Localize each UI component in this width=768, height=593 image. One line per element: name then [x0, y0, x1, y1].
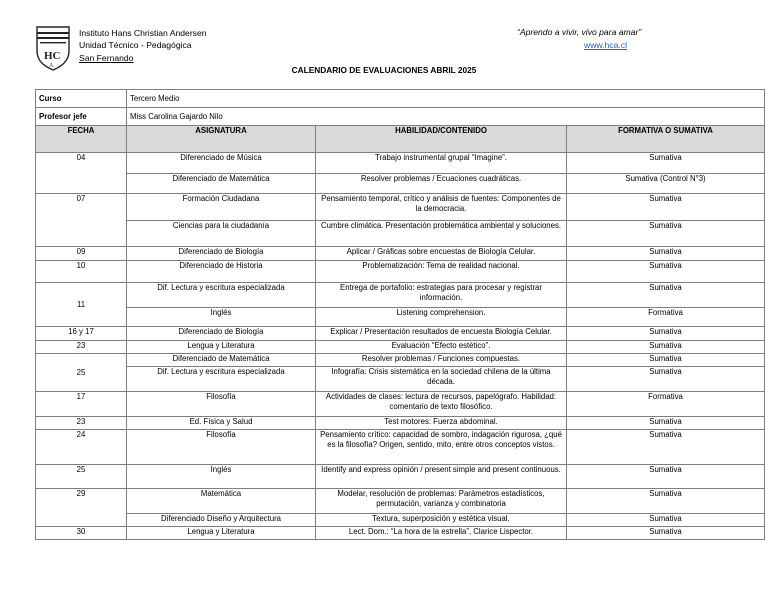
- tipo-cell: Sumativa: [567, 283, 765, 308]
- fecha-cell: 25: [36, 465, 127, 489]
- tipo-cell: Sumativa: [567, 354, 765, 367]
- contenido-cell: Cumbre climática. Presentación problemática ambiental y soluciones.: [316, 221, 567, 247]
- tipo-cell: Sumativa (Control N°3): [567, 174, 765, 194]
- table-row: [36, 489, 765, 514]
- asignatura-cell: Diferenciado de Matemática: [127, 354, 316, 367]
- fecha-cell: 17: [36, 392, 127, 417]
- city-link[interactable]: San Fernando: [79, 52, 134, 63]
- contenido-cell: Entrega de portafolio: estrategias para procesar y registrar información.: [316, 283, 567, 308]
- fecha-cell: 23: [36, 341, 127, 354]
- website-link[interactable]: www.hca.cl: [584, 40, 627, 50]
- asignatura-cell: Filosofía: [127, 392, 316, 417]
- profesor-value: Miss Carolina Gajardo Nilo: [127, 108, 765, 126]
- contenido-cell: Trabajo instrumental grupal “Imagine”.: [316, 153, 567, 174]
- column-header-row: [36, 126, 765, 153]
- table-row: [36, 261, 765, 283]
- asignatura-cell: Diferenciado de Biología: [127, 247, 316, 261]
- fecha-cell: 07: [36, 194, 127, 247]
- asignatura-cell: Inglés: [127, 308, 316, 327]
- table-row: [36, 465, 765, 489]
- asignatura-cell: Dif. Lectura y escritura especializada: [127, 283, 316, 308]
- tipo-cell: Sumativa: [567, 221, 765, 247]
- curso-value: Tercero Medio: [127, 90, 765, 108]
- contenido-cell: Test motores: Fuerza abdominal.: [316, 417, 567, 430]
- tipo-cell: Sumativa: [567, 247, 765, 261]
- tipo-cell: Sumativa: [567, 514, 765, 527]
- tipo-cell: Sumativa: [567, 417, 765, 430]
- header-institution-block: [79, 27, 207, 64]
- fecha-cell: 23: [36, 417, 127, 430]
- contenido-cell: Resolver problemas / Funciones compuestas.: [316, 354, 567, 367]
- profesor-row: [36, 108, 765, 126]
- asignatura-cell: Lengua y Literatura: [127, 341, 316, 354]
- table-row: [36, 247, 765, 261]
- fecha-cell: 30: [36, 527, 127, 540]
- document-title: CALENDARIO DE EVALUACIONES ABRIL 2025: [291, 65, 477, 75]
- fecha-cell: 10: [36, 261, 127, 283]
- unit-name: Unidad Técnico - Pedagógica: [79, 40, 192, 51]
- fecha-cell: 29: [36, 489, 127, 527]
- asignatura-cell: Ciencias para la ciudadanía: [127, 221, 316, 247]
- curso-label: Curso: [36, 90, 127, 108]
- asignatura-cell: Inglés: [127, 465, 316, 489]
- tipo-cell: Sumativa: [567, 489, 765, 514]
- fecha-cell: 11: [36, 283, 127, 327]
- col-header-fecha: FECHA: [36, 126, 127, 153]
- tipo-cell: Sumativa: [567, 153, 765, 174]
- evaluation-calendar-table: [35, 89, 765, 540]
- table-row: [36, 417, 765, 430]
- tipo-cell: Sumativa: [567, 194, 765, 221]
- contenido-cell: Textura, superposición y estética visual.: [316, 514, 567, 527]
- asignatura-cell: Filosofía: [127, 430, 316, 465]
- tipo-cell: Sumativa: [567, 261, 765, 283]
- table-row: [36, 367, 765, 392]
- svg-text:A: A: [49, 63, 54, 69]
- col-header-asignatura: ASIGNATURA: [127, 126, 316, 153]
- tipo-cell: Sumativa: [567, 341, 765, 354]
- table-row: [36, 174, 765, 194]
- table-row: [36, 153, 765, 174]
- asignatura-cell: Formación Ciudadana: [127, 194, 316, 221]
- contenido-cell: Aplicar / Gráficas sobre encuestas de Biología Celular.: [316, 247, 567, 261]
- tipo-cell: Formativa: [567, 392, 765, 417]
- contenido-cell: Pensamiento crítico: capacidad de sombro, indagación rigurosa, ¿qué es la filosofía? Origen, sentido, mito, entre otros conceptos vistos.: [316, 430, 567, 465]
- school-motto: “Aprendo a vivir, vivo para amar”: [517, 27, 642, 37]
- profesor-label: Profesor jefe: [36, 108, 127, 126]
- table-row: [36, 392, 765, 417]
- contenido-cell: Lect. Dom.: “La hora de la estrella”, Clarice Lispector.: [316, 527, 567, 540]
- col-header-tipo: FORMATIVA O SUMATIVA: [567, 126, 765, 153]
- tipo-cell: Formativa: [567, 308, 765, 327]
- fecha-cell: 25: [36, 354, 127, 392]
- table-row: [36, 514, 765, 527]
- fecha-cell: 09: [36, 247, 127, 261]
- col-header-contenido: HABILIDAD/CONTENIDO: [316, 126, 567, 153]
- table-row: [36, 221, 765, 247]
- tipo-cell: Sumativa: [567, 327, 765, 341]
- svg-text:HC: HC: [44, 50, 61, 62]
- table-row: [36, 194, 765, 221]
- table-row: [36, 527, 765, 540]
- institution-name: Instituto Hans Christian Andersen: [79, 28, 207, 38]
- asignatura-cell: Ed. Física y Salud: [127, 417, 316, 430]
- asignatura-cell: Diferenciado Diseño y Arquitectura: [127, 514, 316, 527]
- table-row: [36, 308, 765, 327]
- asignatura-cell: Diferenciado de Música: [127, 153, 316, 174]
- contenido-cell: Infografía: Crisis sistemática en la sociedad chilena de la última década.: [316, 367, 567, 392]
- contenido-cell: Actividades de clases: lectura de recursos, papelógrafo. Habilidad: comentario de texto filosófico.: [316, 392, 567, 417]
- fecha-cell: 16 y 17: [36, 327, 127, 341]
- tipo-cell: Sumativa: [567, 367, 765, 392]
- asignatura-cell: Matemática: [127, 489, 316, 514]
- contenido-cell: Listening comprehension.: [316, 308, 567, 327]
- table-row: [36, 283, 765, 308]
- asignatura-cell: Dif. Lectura y escritura especializada: [127, 367, 316, 392]
- contenido-cell: Resolver problemas / Ecuaciones cuadráticas.: [316, 174, 567, 194]
- table-row: [36, 341, 765, 354]
- contenido-cell: Evaluación “Efecto estético”.: [316, 341, 567, 354]
- contenido-cell: Identify and express opinión / present simple and present continuous.: [316, 465, 567, 489]
- contenido-cell: Problematización: Tema de realidad nacional.: [316, 261, 567, 283]
- table-row: [36, 354, 765, 367]
- asignatura-cell: Lengua y Literatura: [127, 527, 316, 540]
- tipo-cell: Sumativa: [567, 430, 765, 465]
- fecha-cell: 04: [36, 153, 127, 194]
- asignatura-cell: Diferenciado de Biología: [127, 327, 316, 341]
- asignatura-cell: Diferenciado de Historia: [127, 261, 316, 283]
- table-row: [36, 430, 765, 465]
- contenido-cell: Explicar / Presentación resultados de encuesta Biología Celular.: [316, 327, 567, 341]
- asignatura-cell: Diferenciado de Matemática: [127, 174, 316, 194]
- tipo-cell: Sumativa: [567, 527, 765, 540]
- contenido-cell: Pensamiento temporal, crítico y análisis de fuentes: Componentes de la democracia.: [316, 194, 567, 221]
- table-row: [36, 327, 765, 341]
- fecha-cell: 24: [36, 430, 127, 465]
- tipo-cell: Sumativa: [567, 465, 765, 489]
- curso-row: [36, 90, 765, 108]
- contenido-cell: Modelar, resolución de problemas: Parámetros estadísticos, permutación, varianza y combinatoria: [316, 489, 567, 514]
